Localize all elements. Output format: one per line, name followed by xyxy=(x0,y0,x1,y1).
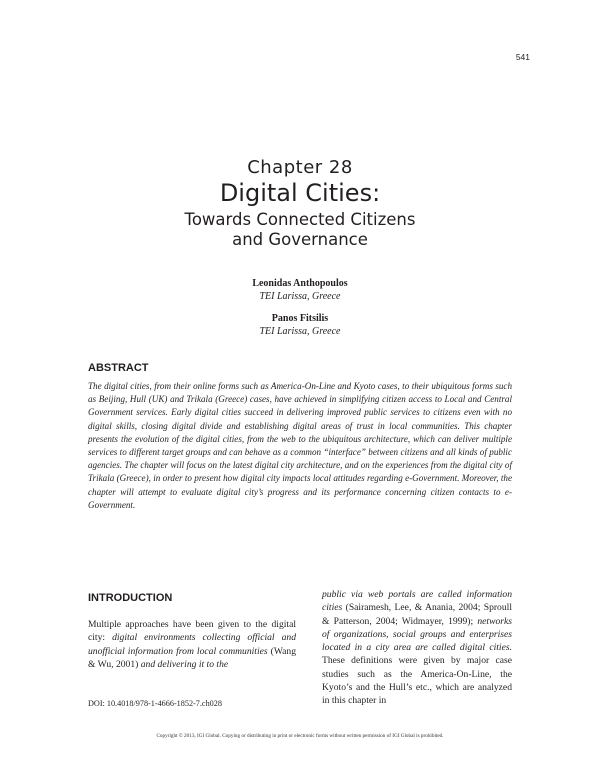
chapter-subtitle xyxy=(0,210,600,250)
abstract-body: The digital cities, from their online forms such as America-On-Line and Kyoto cases, to their ubiquitous forms such as Beijing, Hull (UK) and Trikala (Greece) cases, have achieved in simplifying citizen access to Local and Central Government services. Early digital cities succeed in delivering improved public services to citizens even with no digital skills, closing digital divide and establishing digital areas of trust in local communities. This chapter presents the evolution of the digital cities, from the web to the ubiquitous architecture, which can deliver multiple services to different target groups and can behave as a common “interface” between citizens and all kinds of public agencies. The chapter will focus on the latest digital city architecture, and on the experiences from the digital city of Trikala (Greece), in order to present how digital city impacts local attitudes regarding e-Government. Moreover, the chapter will attempt to evaluate digital city’s progress and its performance concerning citizen contacts to e-Government. xyxy=(88,381,512,510)
chapter-subtitle-line-1: Towards Connected Citizens xyxy=(184,210,416,229)
introduction-heading: INTRODUCTION xyxy=(88,592,173,604)
intro-citation: (Sairamesh, Lee, & Anania, 2004; Sproull & Patterson, 2004; Widmayer, 1999); xyxy=(322,602,512,627)
page-number: 541 xyxy=(515,52,530,62)
intro-text: Multiple approaches have been given to the digital city: xyxy=(88,619,296,644)
intro-definition-text: public via web portals are called information cities xyxy=(322,589,512,614)
chapter-subtitle-line-2: and Governance xyxy=(232,230,368,249)
author-name: Leonidas Anthopoulos xyxy=(252,278,348,289)
intro-definition-text: and delivering it to the xyxy=(140,658,229,670)
copyright-notice: Copyright © 2013, IGI Global. Copying or distributing in print or electronic forms without written permission of IGI Global is prohibited. xyxy=(156,733,444,739)
intro-definition-text: networks of organizations, social groups and enterprises located in a city area are called digital cities. xyxy=(322,615,512,654)
intro-definition-text: digital environments collecting official and unofficial information from local communities xyxy=(88,632,297,657)
author-affiliation: TEI Larissa, Greece xyxy=(259,291,341,302)
chapter-label: Chapter 28 xyxy=(247,157,353,178)
doi: DOI: 10.4018/978-1-4666-1852-7.ch028 xyxy=(88,699,222,708)
abstract-heading: ABSTRACT xyxy=(88,362,149,374)
author-affiliation: TEI Larissa, Greece xyxy=(259,326,341,337)
intro-right-column xyxy=(322,588,512,708)
author-name: Panos Fitsilis xyxy=(271,313,329,324)
intro-citation: (Wang & Wu, 2001) xyxy=(88,645,297,670)
chapter-title: Digital Cities: xyxy=(219,179,381,207)
intro-left-column xyxy=(88,618,296,671)
intro-text: These definitions were given by major case studies such as the America-On-Line, the Kyoto’s and the Hull’s etc., which are analyzed in this chapter in xyxy=(322,655,512,707)
